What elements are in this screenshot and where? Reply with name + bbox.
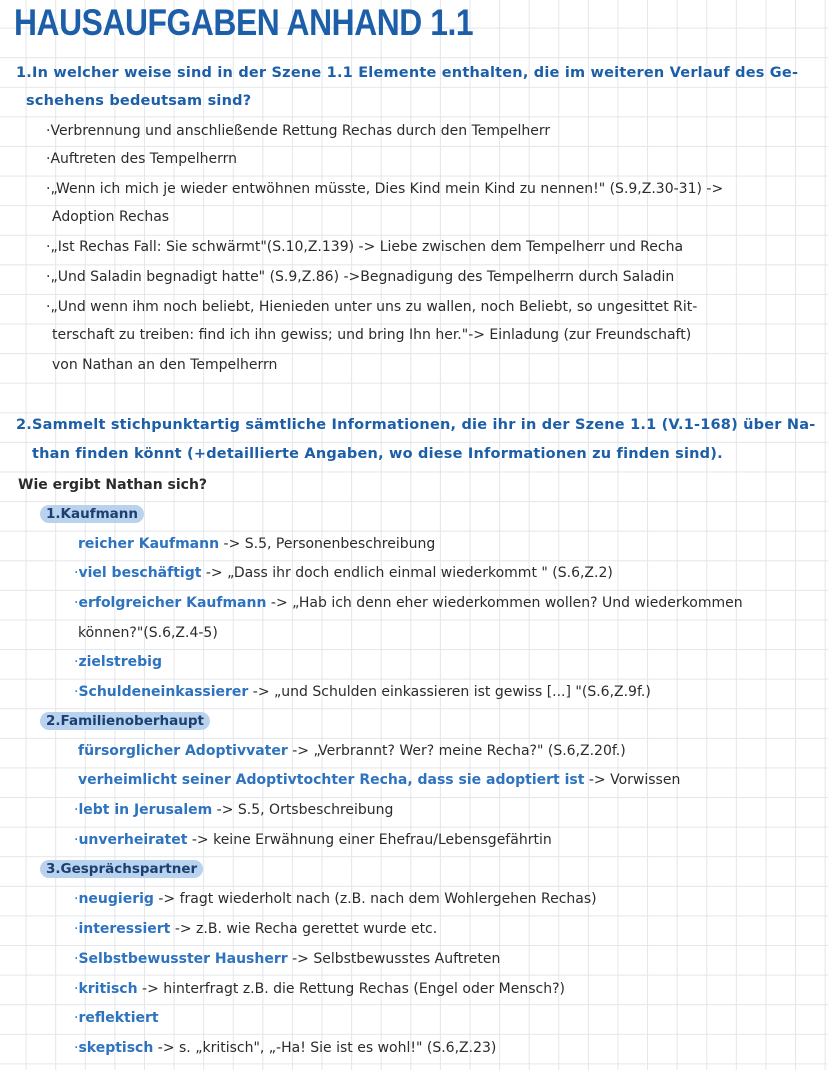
- section-item: ·erfolgreicher Kaufmann -> „Hab ich denn eher wiederkommen wollen? Und wiederkommen: [74, 595, 743, 611]
- section-heading-gespraechspartner: 3.Gesprächspartner: [40, 860, 203, 878]
- section-item: ·neugierig -> fragt wiederholt nach (z.B. nach dem Wohlergehen Rechas): [74, 891, 597, 907]
- section-heading-kaufmann: 1.Kaufmann: [40, 505, 144, 523]
- section-item: ·unverheiratet -> keine Erwähnung einer Ehefrau/Lebensgefährtin: [74, 832, 552, 848]
- task1-question-line1: 1.In welcher weise sind in der Szene 1.1 Elemente enthalten, die im weiteren Verlauf des Ge-: [16, 65, 799, 81]
- section-item: ·Selbstbewusster Hausherr -> Selbstbewusstes Auftreten: [74, 951, 501, 967]
- section-heading-familienoberhaupt: 2.Familienoberhaupt: [40, 712, 210, 730]
- task1-item-cont: von Nathan an den Tempelherrn: [52, 357, 278, 373]
- task1-item: ·Verbrennung und anschließende Rettung Rechas durch den Tempelherr: [46, 123, 551, 139]
- section-item: ·viel beschäftigt -> „Dass ihr doch endlich einmal wiederkommt " (S.6,Z.2): [74, 565, 613, 581]
- section-item: ·lebt in Jerusalem -> S.5, Ortsbeschreibung: [74, 802, 394, 818]
- task1-item-cont: Adoption Rechas: [52, 209, 170, 225]
- task1-item: ·Auftreten des Tempelherrn: [46, 151, 237, 167]
- section-item: ·zielstrebig: [74, 654, 162, 670]
- section-item: ·reflektiert: [74, 1010, 159, 1026]
- task1-item: ·„Wenn ich mich je wieder entwöhnen müsste, Dies Kind mein Kind zu nennen!" (S.9,Z.30-31) ->: [46, 181, 724, 197]
- task1-item: ·„Und wenn ihm noch beliebt, Hienieden unter uns zu wallen, noch Beliebt, so ungesittet Rit-: [46, 299, 698, 315]
- section-item: ·interessiert -> z.B. wie Recha gerettet wurde etc.: [74, 921, 438, 937]
- section-item: fürsorglicher Adoptivvater -> „Verbrannt? Wer? meine Recha?" (S.6,Z.20f.): [78, 743, 626, 759]
- task2-question-line2: than finden könnt (+detaillierte Angaben, wo diese Informationen zu finden sind).: [32, 446, 723, 462]
- section-item: verheimlicht seiner Adoptivtochter Recha, dass sie adoptiert ist -> Vorwissen: [78, 772, 681, 788]
- page-title: HAUSAUFGABEN ANHAND 1.1: [14, 2, 474, 43]
- section-item: ·Schuldeneinkassierer -> „und Schulden einkassieren ist gewiss [...] "(S.6,Z.9f.): [74, 684, 651, 700]
- section-item: reicher Kaufmann -> S.5, Personenbeschreibung: [78, 536, 436, 552]
- task1-item: ·„Ist Rechas Fall: Sie schwärmt"(S.10,Z.139) -> Liebe zwischen dem Tempelherr und Recha: [46, 239, 684, 255]
- task1-question-line2: schehens bedeutsam sind?: [26, 93, 252, 109]
- task1-item-cont: terschaft zu treiben: find ich ihn gewiss; und bring Ihn her."-> Einladung (zur Freundschaft): [52, 327, 692, 343]
- section-item-cont: können?"(S.6,Z.4-5): [78, 625, 218, 641]
- task2-question-line1: 2.Sammelt stichpunktartig sämtliche Informationen, die ihr in der Szene 1.1 (V.1-168) über Na-: [16, 417, 816, 433]
- task2-subquestion: Wie ergibt Nathan sich?: [18, 477, 208, 493]
- section-item: ·skeptisch -> s. „kritisch", „-Ha! Sie ist es wohl!" (S.6,Z.23): [74, 1040, 497, 1056]
- section-item: ·kritisch -> hinterfragt z.B. die Rettung Rechas (Engel oder Mensch?): [74, 981, 565, 997]
- task1-item: ·„Und Saladin begnadigt hatte" (S.9,Z.86) ->Begnadigung des Tempelherrn durch Saladin: [46, 269, 675, 285]
